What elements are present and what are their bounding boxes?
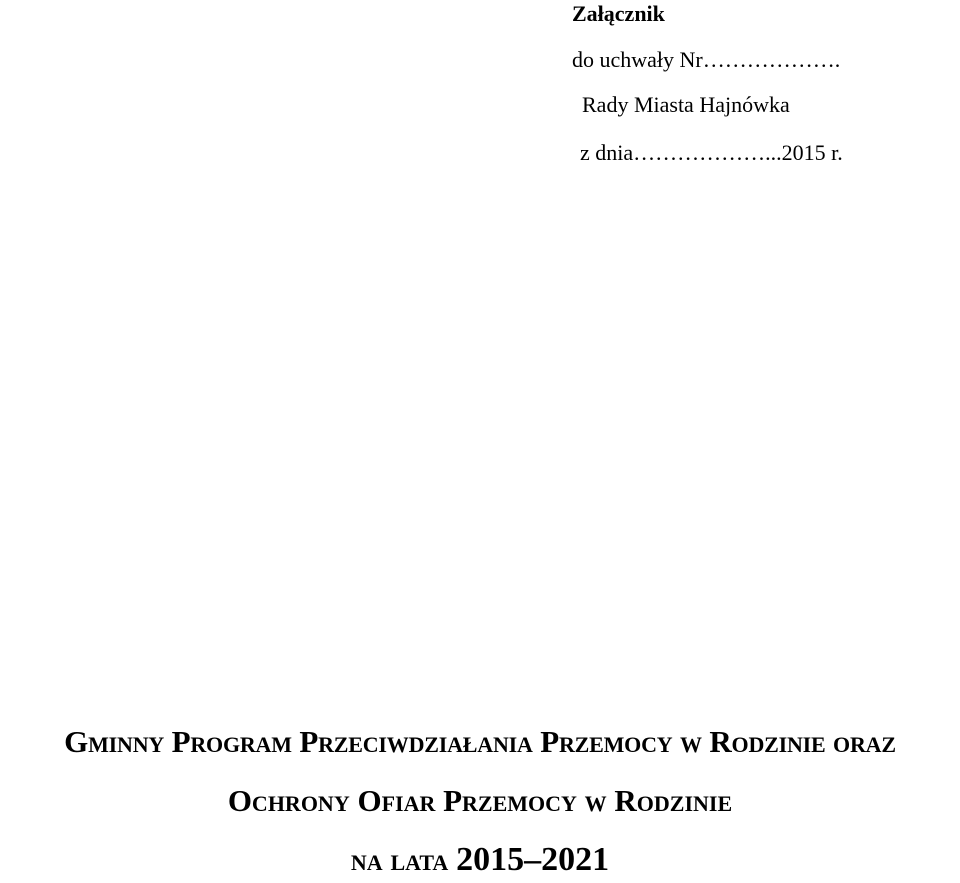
program-years-prefix: na lata — [350, 842, 449, 877]
program-title-line-1: Gminny Program Przeciwdziałania Przemocy w Rodzinie oraz — [64, 724, 896, 759]
program-title-line-2: Ochrony Ofiar Przemocy w Rodzinie — [227, 783, 733, 818]
resolution-number-line: do uchwały Nr………………. — [572, 47, 841, 72]
program-years: 2015–2021 — [456, 841, 610, 878]
resolution-date-line: z dnia………………...2015 r. — [580, 140, 843, 165]
attachment-title: Załącznik — [572, 1, 665, 26]
city-council-line: Rady Miasta Hajnówka — [582, 92, 790, 117]
program-title-line-3 — [0, 840, 960, 880]
program-title — [0, 722, 960, 880]
